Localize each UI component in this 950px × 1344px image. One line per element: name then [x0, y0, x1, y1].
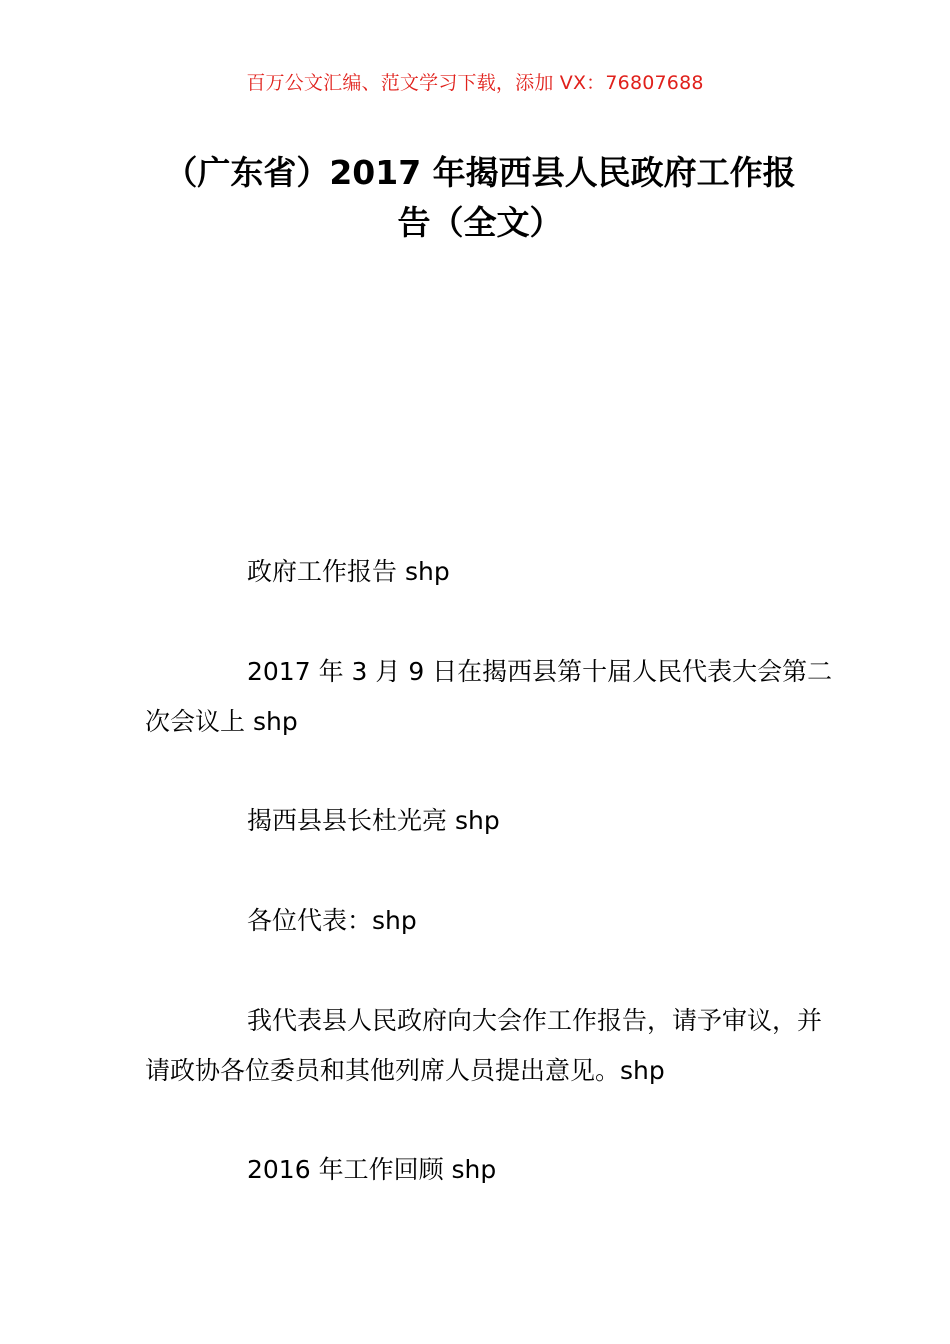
paragraph-section-heading: 2016 年工作回顾 shp: [247, 1155, 497, 1184]
paragraph-meeting-date: 2017 年 3 月 9 日在揭西县第十届人民代表大会第二次会议上 shp: [145, 657, 833, 736]
paragraph-salutation: 各位代表：shp: [247, 906, 417, 935]
paragraph-speaker: 揭西县县长杜光亮 shp: [247, 806, 500, 835]
paragraph-opening: 我代表县人民政府向大会作工作报告，请予审议，并请政协各位委员和其他列席人员提出意见。shp: [145, 1006, 823, 1085]
paragraph-report-label: 政府工作报告 shp: [247, 557, 450, 586]
watermark-header-note: 百万公文汇编、范文学习下载，添加 VX：76807688: [246, 72, 704, 94]
document-title: （广东省）2017 年揭西县人民政府工作报告（全文）: [164, 153, 796, 242]
